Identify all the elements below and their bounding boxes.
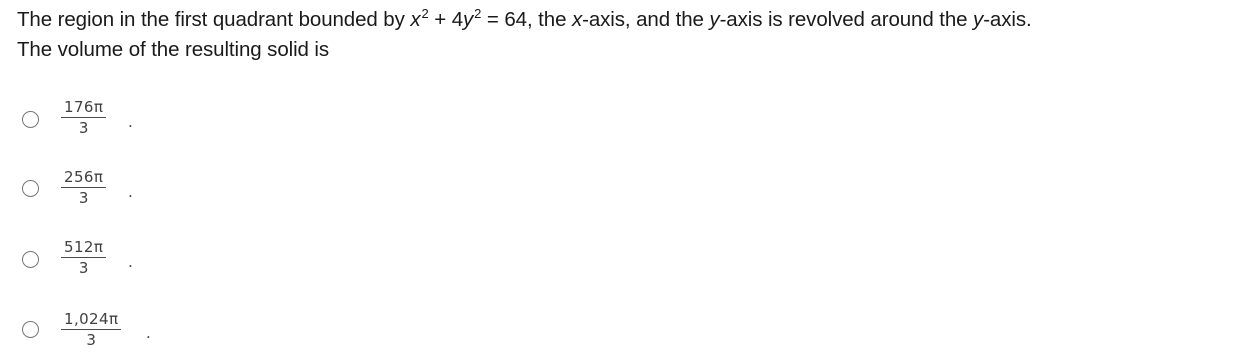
question-text-part: -axis is revolved around the — [719, 8, 974, 31]
fraction-denominator: 3 — [78, 119, 89, 137]
answer-fraction — [61, 168, 106, 207]
variable-y: y — [973, 8, 984, 31]
question-text-line2: The volume of the resulting solid is — [17, 38, 330, 61]
answer-fraction — [61, 238, 106, 277]
exponent: 2 — [421, 6, 429, 21]
fraction-numerator: 256π — [61, 168, 106, 188]
variable-y: y — [463, 8, 474, 31]
answer-period: . — [128, 253, 133, 271]
answer-option-c[interactable] — [22, 238, 222, 288]
radio-button-c[interactable] — [22, 251, 39, 268]
answer-period: . — [128, 183, 133, 201]
fraction-denominator: 3 — [78, 189, 89, 207]
question-text-part: -axis. — [983, 8, 1032, 31]
answer-fraction — [61, 98, 106, 137]
fraction-numerator: 176π — [61, 98, 106, 118]
radio-button-a[interactable] — [22, 111, 39, 128]
answer-option-b[interactable] — [22, 168, 222, 218]
fraction-numerator: 512π — [61, 238, 106, 258]
radio-button-b[interactable] — [22, 180, 39, 197]
exponent: 2 — [474, 6, 482, 21]
answer-option-d[interactable] — [22, 310, 222, 360]
fraction-numerator: 1,024π — [61, 310, 121, 330]
variable-x: x — [571, 8, 583, 31]
answer-option-a[interactable] — [22, 98, 222, 148]
fraction-denominator: 3 — [86, 331, 96, 349]
question-text — [17, 5, 1232, 65]
answer-period: . — [128, 113, 133, 131]
question-text-part: = 64, the — [481, 8, 572, 31]
radio-button-d[interactable] — [22, 321, 39, 338]
question-text-part: + 4 — [428, 8, 464, 31]
question-text-part: The region in the first quadrant bounded by — [17, 8, 411, 31]
fraction-denominator: 3 — [78, 259, 89, 277]
answer-fraction — [61, 310, 121, 349]
question-text-part: -axis, and the — [582, 8, 710, 31]
variable-y: y — [709, 8, 720, 31]
variable-x: x — [410, 8, 421, 31]
answer-period: . — [146, 324, 151, 342]
